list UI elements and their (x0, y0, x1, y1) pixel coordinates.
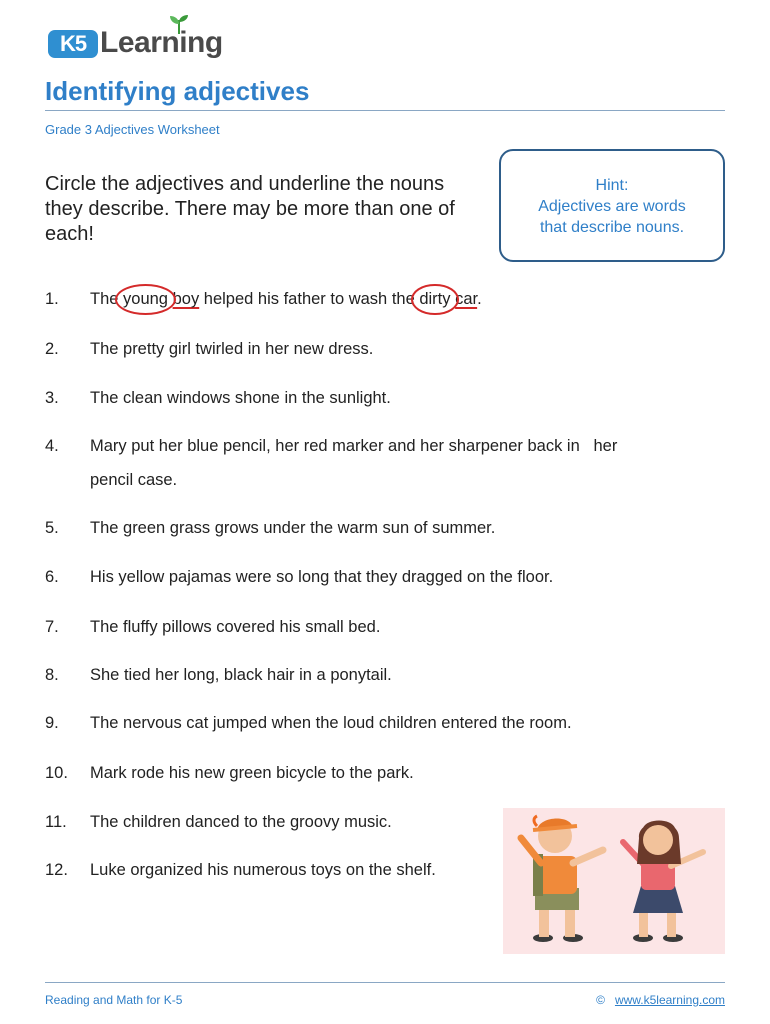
question-number: 6. (45, 568, 59, 586)
logo-wordmark: Learning (100, 26, 223, 59)
question-text: Mark rode his new green bicycle to the park. (90, 764, 414, 782)
hint-line: Adjectives are words (538, 198, 686, 215)
underlined-noun: car (455, 290, 478, 308)
question-text: The green grass grows under the warm sun of summer. (90, 519, 496, 537)
question-number: 8. (45, 666, 59, 684)
header-divider (45, 110, 725, 111)
dancing-kids-illustration (503, 808, 725, 954)
instructions: Circle the adjectives and underline the nouns they describe. There may be more than one of each! (45, 173, 455, 245)
question-number: 5. (45, 519, 59, 537)
copyright-symbol: © (596, 993, 605, 1007)
logo-badge: K5 (48, 30, 98, 58)
circled-adjective: young (123, 290, 168, 308)
kids-dabbing-icon (503, 808, 725, 954)
question-number: 7. (45, 618, 59, 636)
question-text: The pretty girl twirled in her new dress. (90, 340, 374, 358)
k5-learning-logo (48, 14, 223, 64)
worksheet-subtitle: Grade 3 Adjectives Worksheet (45, 122, 220, 137)
footer-divider (45, 982, 725, 983)
question-number: 9. (45, 714, 59, 732)
question-number: 1. (45, 290, 59, 308)
question-number: 12. (45, 861, 68, 879)
question-text: The fluffy pillows covered his small bed. (90, 618, 381, 636)
sprout-icon (166, 14, 192, 36)
question-text: The young boy helped his father to wash the dirty car. (90, 290, 482, 308)
hint-label: Hint: (595, 177, 629, 194)
question-text: The clean windows shone in the sunlight. (90, 389, 391, 407)
question-text: Luke organized his numerous toys on the shelf. (90, 861, 436, 879)
question-text: The children danced to the groovy music. (90, 813, 392, 831)
question-text: She tied her long, black hair in a ponytail. (90, 666, 392, 684)
question-number: 10. (45, 764, 68, 782)
circled-adjective: dirty (419, 290, 451, 308)
question-text: His yellow pajamas were so long that they dragged on the floor. (90, 568, 554, 586)
question-text: Mary put her blue pencil, her red marker and her sharpener back in her (90, 437, 618, 455)
page-title: Identifying adjectives (45, 76, 310, 106)
question-text-continued: pencil case. (90, 471, 178, 489)
underlined-noun: boy (172, 290, 200, 308)
question-text: The nervous cat jumped when the loud children entered the room. (90, 714, 572, 732)
question-number: 2. (45, 340, 59, 358)
footer-credit (596, 993, 725, 1007)
hint-line: that describe nouns. (539, 219, 685, 236)
question-number: 4. (45, 437, 59, 455)
website-link[interactable]: www.k5learning.com (614, 993, 725, 1007)
hint-box (499, 149, 725, 262)
footer-tagline: Reading and Math for K-5 (45, 993, 183, 1007)
question-number: 3. (45, 389, 59, 407)
question-number: 11. (45, 813, 67, 831)
